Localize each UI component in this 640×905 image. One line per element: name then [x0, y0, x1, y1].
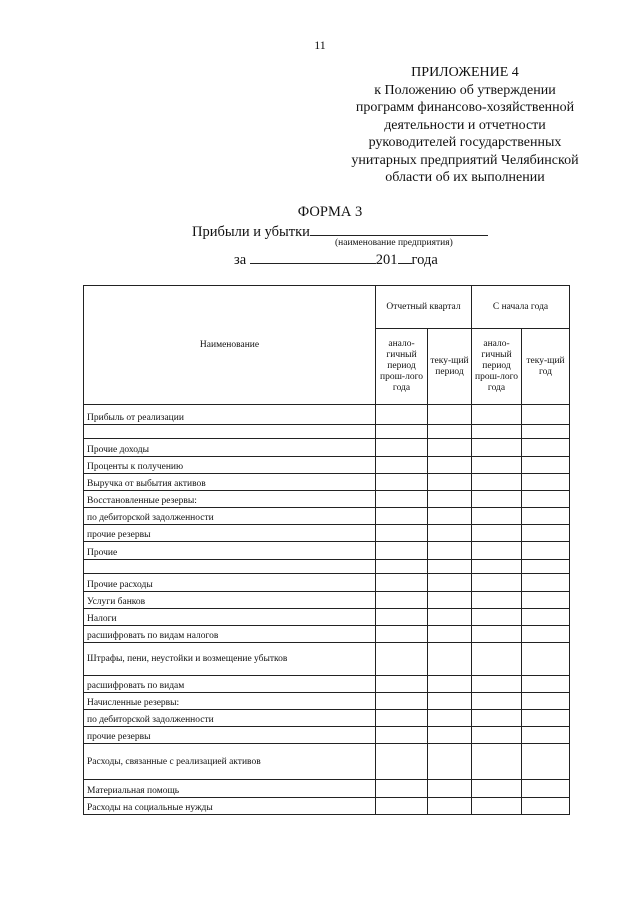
- value-cell[interactable]: [472, 676, 522, 693]
- row-label: Штрафы, пени, неустойки и возмещение убытков: [84, 643, 376, 676]
- value-cell[interactable]: [522, 780, 570, 798]
- value-cell[interactable]: [428, 693, 472, 710]
- value-cell[interactable]: [472, 744, 522, 780]
- value-cell[interactable]: [522, 798, 570, 815]
- value-cell[interactable]: [522, 727, 570, 744]
- period-blank[interactable]: [250, 251, 376, 264]
- row-label: Расходы на социальные нужды: [84, 798, 376, 815]
- value-cell[interactable]: [472, 574, 522, 592]
- value-cell[interactable]: [376, 474, 428, 491]
- value-cell[interactable]: [376, 643, 428, 676]
- value-cell[interactable]: [376, 425, 428, 439]
- table-row: [84, 474, 570, 491]
- value-cell[interactable]: [376, 508, 428, 525]
- value-cell[interactable]: [376, 525, 428, 542]
- value-cell[interactable]: [522, 574, 570, 592]
- value-cell[interactable]: [376, 574, 428, 592]
- value-cell[interactable]: [472, 474, 522, 491]
- value-cell[interactable]: [428, 439, 472, 457]
- table-row: [84, 439, 570, 457]
- value-cell[interactable]: [428, 574, 472, 592]
- value-cell[interactable]: [428, 474, 472, 491]
- value-cell[interactable]: [376, 592, 428, 609]
- value-cell[interactable]: [522, 457, 570, 474]
- header-ytd-current: теку-щий год: [522, 329, 570, 405]
- value-cell[interactable]: [428, 609, 472, 626]
- value-cell[interactable]: [522, 744, 570, 780]
- row-label: расшифровать по видам налогов: [84, 626, 376, 643]
- value-cell[interactable]: [376, 676, 428, 693]
- period-line: [234, 251, 438, 269]
- value-cell[interactable]: [376, 626, 428, 643]
- row-label: по дебиторской задолженности: [84, 508, 376, 525]
- value-cell[interactable]: [428, 744, 472, 780]
- profit-label: Прибыли и убытки: [192, 224, 310, 240]
- table-row: [84, 457, 570, 474]
- value-cell[interactable]: [522, 542, 570, 560]
- value-cell[interactable]: [472, 626, 522, 643]
- table-row: [84, 798, 570, 815]
- value-cell[interactable]: [472, 693, 522, 710]
- row-label: Прочие расходы: [84, 574, 376, 592]
- table-row: [84, 560, 570, 574]
- row-label: Прочие: [84, 542, 376, 560]
- value-cell[interactable]: [428, 626, 472, 643]
- value-cell[interactable]: [472, 542, 522, 560]
- value-cell[interactable]: [522, 643, 570, 676]
- value-cell[interactable]: [522, 676, 570, 693]
- value-cell[interactable]: [428, 525, 472, 542]
- value-cell[interactable]: [376, 780, 428, 798]
- value-cell[interactable]: [472, 609, 522, 626]
- appendix-line: области об их выполнении: [385, 170, 545, 185]
- row-label: Расходы, связанные с реализацией активов: [84, 744, 376, 780]
- value-cell[interactable]: [376, 405, 428, 425]
- value-cell[interactable]: [522, 508, 570, 525]
- table-row: [84, 643, 570, 676]
- row-label: прочие резервы: [84, 525, 376, 542]
- value-cell[interactable]: [428, 780, 472, 798]
- row-label: [84, 560, 376, 574]
- value-cell[interactable]: [472, 727, 522, 744]
- table-row: [84, 744, 570, 780]
- table-row: [84, 626, 570, 643]
- table-row: [84, 676, 570, 693]
- value-cell[interactable]: [428, 592, 472, 609]
- header-quarter-prior: анало-гичный период прош-лого года: [376, 329, 428, 405]
- table-row: [84, 609, 570, 626]
- value-cell[interactable]: [522, 560, 570, 574]
- value-cell[interactable]: [376, 609, 428, 626]
- row-label: Услуги банков: [84, 592, 376, 609]
- value-cell[interactable]: [472, 405, 522, 425]
- year-suffix: года: [411, 252, 438, 268]
- value-cell[interactable]: [522, 491, 570, 508]
- value-cell[interactable]: [472, 798, 522, 815]
- value-cell[interactable]: [428, 405, 472, 425]
- value-cell[interactable]: [376, 439, 428, 457]
- header-name: Наименование: [84, 286, 376, 405]
- enterprise-caption: (наименование предприятия): [335, 238, 453, 248]
- table-row: [84, 525, 570, 542]
- row-label: Проценты к получению: [84, 457, 376, 474]
- value-cell[interactable]: [522, 439, 570, 457]
- value-cell[interactable]: [376, 744, 428, 780]
- row-label: Выручка от выбытия активов: [84, 474, 376, 491]
- value-cell[interactable]: [522, 592, 570, 609]
- appendix-line: деятельности и отчетности: [384, 117, 546, 133]
- value-cell[interactable]: [472, 525, 522, 542]
- value-cell[interactable]: [376, 710, 428, 727]
- value-cell[interactable]: [428, 710, 472, 727]
- value-cell[interactable]: [376, 457, 428, 474]
- row-label: по дебиторской задолженности: [84, 710, 376, 727]
- value-cell[interactable]: [472, 710, 522, 727]
- appendix-line: программ финансово-хозяйственной: [355, 100, 575, 115]
- value-cell[interactable]: [428, 560, 472, 574]
- value-cell[interactable]: [522, 609, 570, 626]
- appendix-line: к Положению об утверждении: [374, 82, 556, 98]
- value-cell[interactable]: [376, 542, 428, 560]
- table-row: [84, 425, 570, 439]
- table-row: [84, 542, 570, 560]
- form-title: ФОРМА 3: [297, 204, 363, 220]
- appendix-title: ПРИЛОЖЕНИЕ 4: [411, 65, 519, 80]
- value-cell[interactable]: [522, 474, 570, 491]
- appendix-block: [340, 64, 590, 187]
- value-cell[interactable]: [428, 676, 472, 693]
- row-label: Начисленные резервы:: [84, 693, 376, 710]
- table-row: [84, 592, 570, 609]
- value-cell[interactable]: [428, 425, 472, 439]
- value-cell[interactable]: [472, 780, 522, 798]
- value-cell[interactable]: [428, 491, 472, 508]
- table-row: [84, 574, 570, 592]
- row-label: прочие резервы: [84, 727, 376, 744]
- za-label: за: [234, 252, 247, 268]
- value-cell[interactable]: [428, 798, 472, 815]
- value-cell[interactable]: [376, 491, 428, 508]
- table-row: [84, 710, 570, 727]
- page-number: 11: [314, 38, 326, 52]
- row-label: расшифровать по видам: [84, 676, 376, 693]
- value-cell[interactable]: [376, 798, 428, 815]
- row-label: [84, 425, 376, 439]
- enterprise-name-blank[interactable]: [310, 223, 488, 236]
- header-ytd-prior: анало-гичный период прош-лого года: [472, 329, 522, 405]
- report-body: [84, 405, 570, 815]
- value-cell[interactable]: [522, 525, 570, 542]
- value-cell[interactable]: [376, 560, 428, 574]
- header-ytd: С начала года: [472, 286, 570, 329]
- header-quarter: Отчетный квартал: [376, 286, 472, 329]
- value-cell[interactable]: [428, 542, 472, 560]
- table-row: [84, 508, 570, 525]
- table-row: [84, 491, 570, 508]
- value-cell[interactable]: [522, 425, 570, 439]
- value-cell[interactable]: [428, 727, 472, 744]
- value-cell[interactable]: [472, 592, 522, 609]
- row-label: Прочие доходы: [84, 439, 376, 457]
- report-table: [83, 285, 570, 815]
- table-row: [84, 780, 570, 798]
- row-label: Налоги: [84, 609, 376, 626]
- value-cell[interactable]: [472, 643, 522, 676]
- value-cell[interactable]: [428, 457, 472, 474]
- value-cell[interactable]: [376, 727, 428, 744]
- value-cell[interactable]: [428, 643, 472, 676]
- row-label: Материальная помощь: [84, 780, 376, 798]
- row-label: Прибыль от реализации: [84, 405, 376, 425]
- value-cell[interactable]: [472, 439, 522, 457]
- value-cell[interactable]: [522, 626, 570, 643]
- header-quarter-current: теку-щий период: [428, 329, 472, 405]
- value-cell[interactable]: [472, 425, 522, 439]
- value-cell[interactable]: [522, 710, 570, 727]
- value-cell[interactable]: [376, 693, 428, 710]
- table-row: [84, 693, 570, 710]
- value-cell[interactable]: [522, 693, 570, 710]
- table-row: [84, 727, 570, 744]
- value-cell[interactable]: [472, 508, 522, 525]
- year-prefix: 201: [375, 252, 398, 268]
- value-cell[interactable]: [522, 405, 570, 425]
- table-row: [84, 405, 570, 425]
- year-blank[interactable]: [398, 251, 412, 264]
- value-cell[interactable]: [472, 560, 522, 574]
- appendix-line: унитарных предприятий Челябинской: [351, 152, 579, 168]
- value-cell[interactable]: [428, 508, 472, 525]
- appendix-line: руководителей государственных: [368, 135, 562, 150]
- row-label: Восстановленные резервы:: [84, 491, 376, 508]
- value-cell[interactable]: [472, 491, 522, 508]
- value-cell[interactable]: [472, 457, 522, 474]
